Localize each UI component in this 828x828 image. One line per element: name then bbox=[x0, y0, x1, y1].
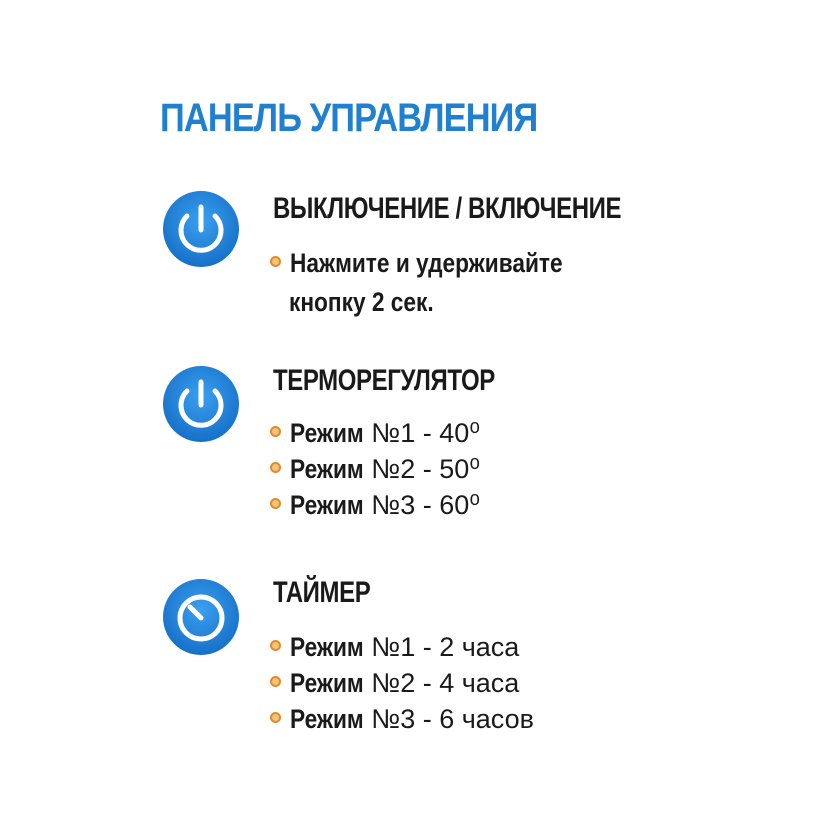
timer-icon bbox=[162, 578, 240, 656]
power-icon bbox=[162, 190, 240, 268]
list-item bbox=[270, 630, 519, 665]
bullet-icon bbox=[270, 462, 281, 473]
list-item bbox=[270, 666, 519, 701]
section-heading: ТЕРМОРЕГУЛЯТОР bbox=[273, 364, 495, 397]
item-description-continued: кнопку 2 сек. bbox=[289, 287, 434, 317]
bullet-icon bbox=[270, 498, 281, 509]
bullet-icon bbox=[270, 426, 281, 437]
list-item bbox=[270, 416, 480, 451]
list-item bbox=[270, 488, 480, 523]
item-value: №1 - 40⁰ bbox=[371, 418, 481, 448]
item-label: Режим bbox=[290, 668, 364, 698]
section-heading: ВЫКЛЮЧЕНИЕ / ВКЛЮЧЕНИЕ bbox=[273, 192, 622, 225]
item-value: №3 - 6 часов bbox=[371, 704, 534, 734]
item-label: Режим bbox=[290, 418, 364, 448]
bullet-icon bbox=[270, 712, 281, 723]
power-icon bbox=[162, 365, 240, 443]
page-title: ПАНЕЛЬ УПРАВЛЕНИЯ bbox=[160, 96, 538, 140]
list-item bbox=[270, 246, 615, 281]
item-label: Режим bbox=[290, 454, 364, 484]
item-value: №2 - 4 часа bbox=[371, 668, 520, 698]
item-value: №3 - 60⁰ bbox=[371, 490, 481, 520]
item-label: Режим bbox=[290, 632, 364, 662]
list-item bbox=[270, 452, 480, 487]
item-value: №1 - 2 часа bbox=[371, 632, 520, 662]
bullet-icon bbox=[270, 256, 281, 267]
item-description: Нажмите и удерживайте bbox=[290, 248, 563, 278]
bullet-icon bbox=[270, 676, 281, 687]
list-item bbox=[270, 702, 534, 737]
item-value: №2 - 50⁰ bbox=[371, 454, 481, 484]
item-label: Режим bbox=[290, 704, 364, 734]
item-label: Режим bbox=[290, 490, 364, 520]
bullet-icon bbox=[270, 640, 281, 651]
section-heading: ТАЙМЕР bbox=[273, 576, 371, 609]
